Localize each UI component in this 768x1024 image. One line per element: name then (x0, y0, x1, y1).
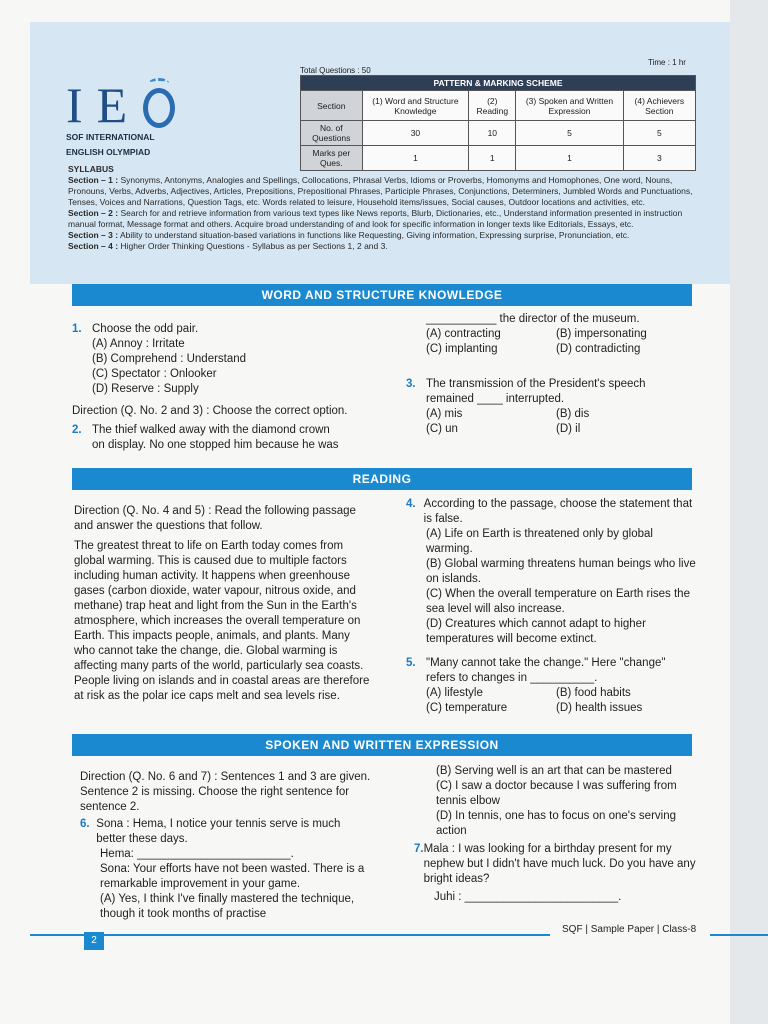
question-2-continued: ___________ the director of the museum. (A) contracting (B) impersonating (C) implanting (D) contradicting (426, 313, 647, 355)
logo-bulb-icon (141, 82, 177, 128)
option: (A) contracting (426, 328, 501, 340)
scheme-cell: 30 (362, 121, 469, 146)
time-label: Time : 1 hr (648, 58, 686, 67)
page-edge-shade (730, 0, 768, 1024)
scheme-cell: 10 (469, 121, 516, 146)
marking-scheme-table (300, 75, 696, 171)
reading-direction: Direction (Q. No. 4 and 5) : Read the following passage and answer the questions that follow. (74, 505, 356, 532)
scheme-cell: 1 (362, 146, 469, 171)
reading-passage-block (74, 504, 370, 704)
scheme-cell: 5 (623, 121, 695, 146)
logo-subtitle-1: SOF INTERNATIONAL (66, 132, 155, 142)
syllabus (68, 164, 693, 252)
total-questions-label: Total Questions : 50 (300, 66, 371, 75)
option: (B) Serving well is an art that can be mastered (436, 765, 672, 777)
option: (A) Annoy : Irritate (92, 338, 185, 350)
option: (D) il (556, 423, 581, 435)
syllabus-section-3: Section – 3 : Ability to understand situation-based variations in functions like Requesting, Giving information, Expressing surprise, Pronunciation, etc. (68, 230, 630, 240)
reading-passage: The greatest threat to life on Earth today comes from global warming. This is caused due to multiple factors including human activity. It happens when greenhouse gases (carbon dioxide, water vapour, nitrous oxide, and methane) trap heat and light from the Sun in the Earth's atmosphere, which increases the overall temperature on Earth. This impacts people, animals, and plants. Many who cannot take the change, die. Global warming is affecting many parts of the world, particularly sea coasts. People living on islands and in coastal areas are therefore at risk as the polar ice caps melt and sea levels rise. (74, 540, 370, 702)
logo-letter-i: I (66, 77, 83, 133)
option: (C) implanting (426, 343, 498, 355)
option: (D) In tennis, one has to focus on one's serving action (436, 810, 676, 837)
option: (C) temperature (426, 702, 508, 714)
scheme-cell: 3 (623, 146, 695, 171)
scheme-title: PATTERN & MARKING SCHEME (301, 76, 696, 91)
logo-subtitle-2: ENGLISH OLYMPIAD (66, 147, 151, 157)
scheme-col-4: (4) Achievers Section (623, 91, 695, 121)
question-4: 4. According to the passage, choose the statement that is false. (A) Life on Earth is threatened only by global warming. (B) Global warming threatens human beings who live on islands. (C) When the overall temperature on Earth rises the sea level will also increase. (D) Creatures which cannot adapt to higher temperatures will become extinct. (406, 497, 698, 647)
logo-letter-e: E (96, 77, 128, 133)
question-2: Direction (Q. No. 2 and 3) : Choose the correct option. 2. The thief walked away with the diamond crown on display. No one stopped him because he was (72, 404, 372, 453)
option: (B) Global warming threatens human beings who live on islands. (426, 558, 696, 585)
section-banner-spoken-written: SPOKEN AND WRITTEN EXPRESSION (72, 734, 692, 756)
question-6-continued (436, 764, 704, 839)
question-6: Direction (Q. No. 6 and 7) : Sentences 1 and 3 are given. Sentence 2 is missing. Choose the right sentence for sentence 2. 6. Sona : Hema, I notice your tennis serve is much better these days. Hema: ________________________. Sona: Your efforts have not been wasted. There is a remarkable improvement in your game. (A) Yes, I think I've finally mastered the technique, though it took months of practise (80, 771, 371, 920)
scheme-row-label: No. of Questions (301, 121, 363, 146)
scheme-col-1: (1) Word and Structure Knowledge (362, 91, 469, 121)
question-1: 1. Choose the odd pair. (A) Annoy : Irritate (B) Comprehend : Understand (C) Spectator : Onlooker (D) Reserve : Supply (72, 322, 372, 397)
option: (D) health issues (556, 702, 643, 714)
footer-brand: SQF | Sample Paper | Class-8 (562, 924, 697, 935)
option: (A) mis (426, 408, 463, 420)
scheme-cell: 5 (516, 121, 623, 146)
scheme-section-header: Section (301, 91, 363, 121)
scheme-cell: 1 (469, 146, 516, 171)
ieo-logo (66, 76, 186, 158)
scheme-cell: 1 (516, 146, 623, 171)
option: (A) Life on Earth is threatened only by global warming. (426, 528, 653, 555)
section-banner-reading: READING (72, 468, 692, 490)
option: (A) Yes, I think I've finally mastered the technique, though it took months of practise (100, 893, 355, 920)
option: (B) impersonating (556, 328, 647, 340)
option: (B) Comprehend : Understand (92, 353, 247, 365)
syllabus-heading: SYLLABUS (68, 164, 114, 174)
option: (B) dis (556, 408, 590, 420)
option: (C) I saw a doctor because I was suffering from tennis elbow (436, 780, 677, 807)
option: (B) food habits (556, 687, 631, 699)
option: (C) un (426, 423, 458, 435)
option: (C) Spectator : Onlooker (92, 368, 217, 380)
footer-rule (30, 934, 550, 936)
syllabus-section-2: Section – 2 : Search for and retrieve information from various text types like News reports, Blurb, Dictionaries, etc., Understand information presented in instruction manual format, Message format and others. Acquire broad understanding of and look for specific information in longer texts like Editorials, Essays, etc. (68, 208, 683, 229)
syllabus-section-1: Section – 1 : Synonyms, Antonyms, Analogies and Spellings, Collocations, Phrasal Verbs, Idioms or Proverbs, Homonyms and Homophones, One word, Nouns, Pronouns, Verbs, Adverbs, Adjectives, Articles, Prepositions, Prepositional Phrases, Participle Phrases, Conjunctions, Determiners, Jumbled Words and Punctuations, Tenses, Voices and Narrations, Question Tags, etc. Words related to leisure, Household items/issues, Social causes, Outdoor locations and activities, etc. (68, 175, 693, 207)
scheme-row-label: Marks per Ques. (301, 146, 363, 171)
scheme-col-3: (3) Spoken and Written Expression (516, 91, 623, 121)
spoken-direction: Direction (Q. No. 6 and 7) : Sentences 1 and 3 are given. Sentence 2 is missing. Choose the right sentence for sentence 2. (80, 771, 371, 813)
option: (D) Creatures which cannot adapt to higher temperatures will become extinct. (426, 618, 646, 645)
footer-rule (710, 934, 768, 936)
direction-2-3: Direction (Q. No. 2 and 3) : Choose the correct option. (72, 405, 348, 417)
question-7: 7. Mala : I was looking for a birthday present for my nephew but I didn't have much luck. Do you have any bright ideas? Juhi : ________________________. (414, 843, 696, 903)
section-banner-word-structure: WORD AND STRUCTURE KNOWLEDGE (72, 284, 692, 306)
option: (D) contradicting (556, 343, 641, 355)
page-number: 2 (84, 932, 104, 950)
option: (C) When the overall temperature on Earth rises the sea level will also increase. (426, 588, 690, 615)
scheme-col-2: (2) Reading (469, 91, 516, 121)
option: (A) lifestyle (426, 687, 483, 699)
option: (D) Reserve : Supply (92, 383, 199, 395)
question-5: 5. "Many cannot take the change." Here "change" refers to changes in __________. (A) lifestyle (B) food habits (C) temperature (D) health issues (406, 657, 666, 714)
syllabus-section-4: Section – 4 : Higher Order Thinking Questions - Syllabus as per Sections 1, 2 and 3. (68, 241, 388, 251)
question-3: 3. The transmission of the President's speech remained ____ interrupted. (A) mis (B) dis (C) un (D) il (406, 378, 646, 435)
